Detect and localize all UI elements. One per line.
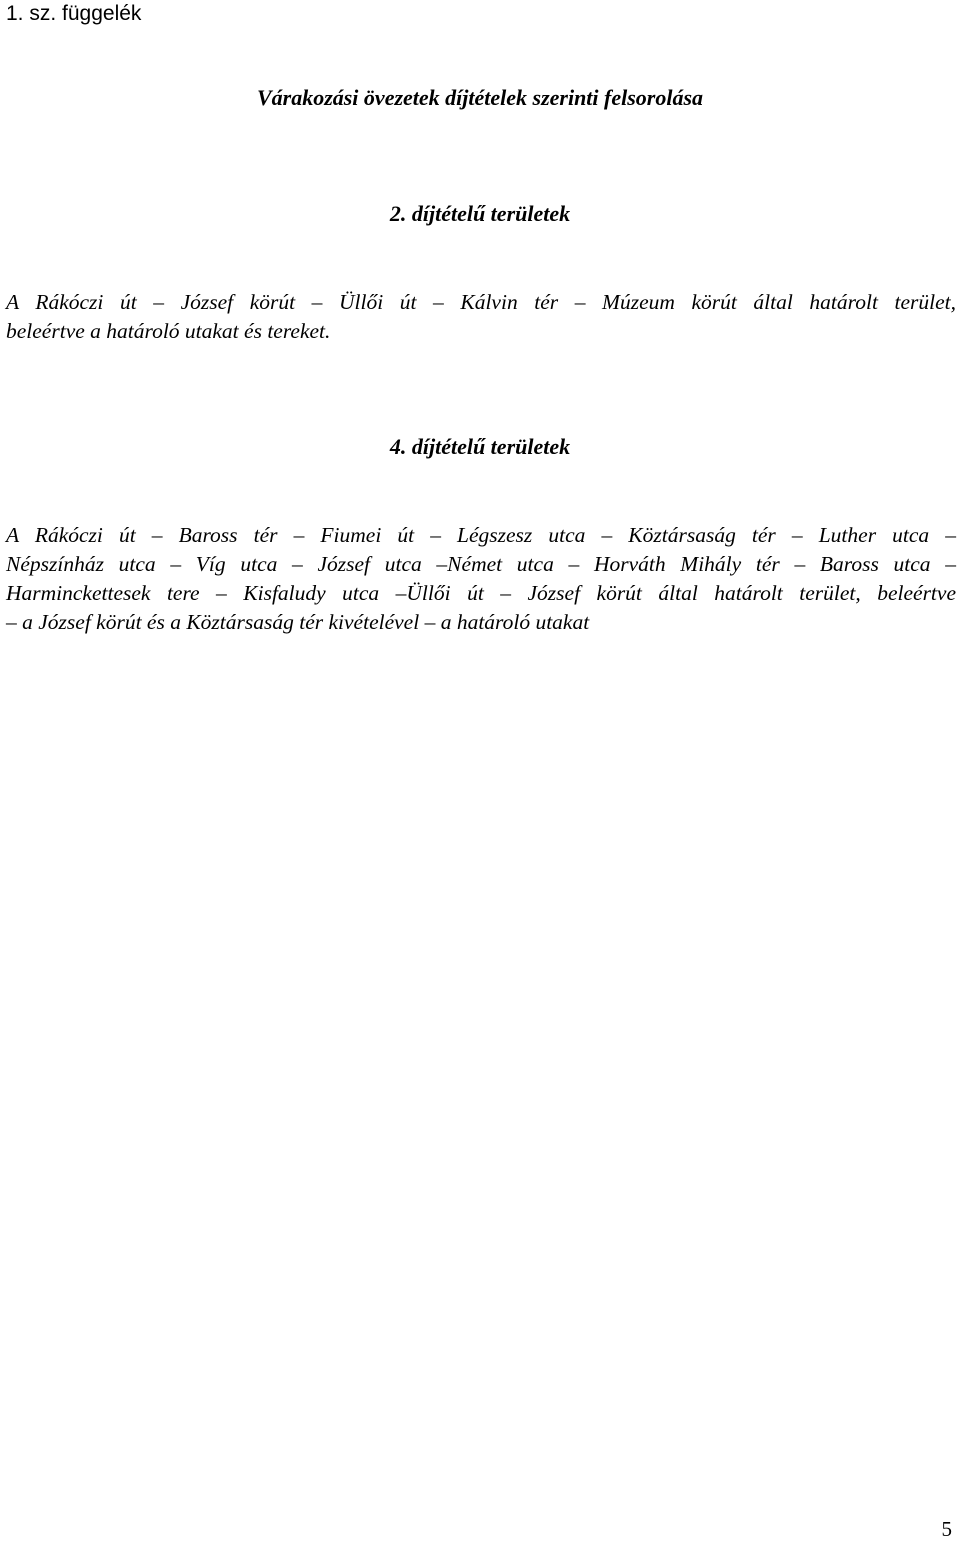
paragraph-line: beleértve a határoló utakat és tereket. bbox=[6, 319, 331, 343]
appendix-label: 1. sz. függelék bbox=[6, 2, 142, 25]
page-number: 5 bbox=[941, 1517, 952, 1541]
paragraph-line: A Rákóczi út – József körút – Üllői út – Kálvin tér – Múzeum körút által határolt terület, bbox=[6, 290, 956, 314]
section-heading-tariff-2: 2. díjtételű területek bbox=[389, 201, 571, 226]
paragraph-line: A Rákóczi út – Baross tér – Fiumei út – Légszesz utca – Köztársaság tér – Luther utca – bbox=[6, 523, 956, 547]
paragraph-line: Harminckettesek tere – Kisfaludy utca –Üllői út – József körút által határolt terület, beleértve bbox=[6, 581, 956, 605]
paragraph-line: Népszínház utca – Víg utca – József utca –Német utca – Horváth Mihály tér – Baross utca – bbox=[6, 552, 956, 576]
section-heading-tariff-4: 4. díjtételű területek bbox=[389, 434, 571, 459]
paragraph-line: – a József körút és a Köztársaság tér kivételével – a határoló utakat bbox=[6, 610, 590, 634]
document-title: Várakozási övezetek díjtételek szerinti felsorolása bbox=[256, 85, 704, 110]
section-paragraph-tariff-4 bbox=[6, 521, 956, 637]
section-paragraph-tariff-2 bbox=[6, 288, 956, 346]
